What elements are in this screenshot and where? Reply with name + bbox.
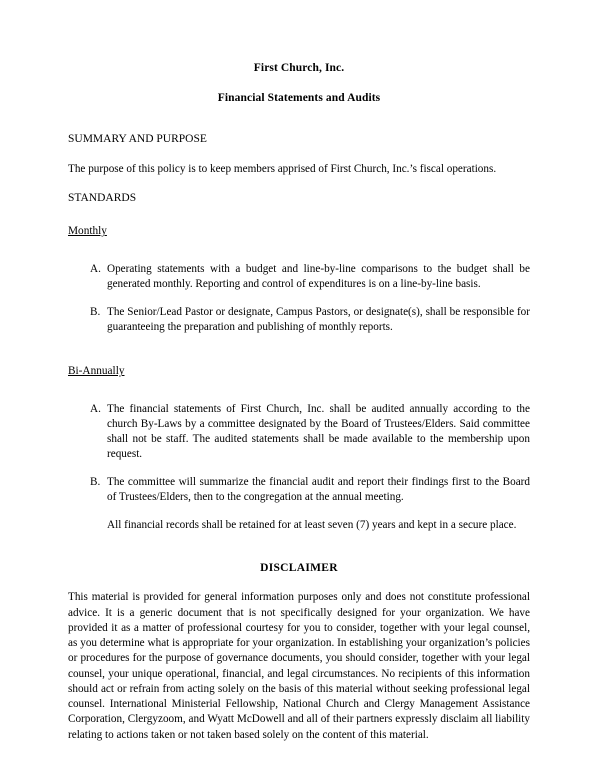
list-item-marker: A. [90,262,101,275]
subsection-heading-monthly: Monthly [68,225,107,238]
monthly-standards-list [68,262,530,335]
list-item-text: Operating statements with a budget and line-by-line comparisons to the budget shall be generated monthly. Reporting and control of expenditures is on a line-by-line basis. [107,262,530,290]
section-heading-standards: STANDARDS [68,192,137,205]
subsection-bi-annually [68,361,530,391]
spacer [68,347,530,361]
list-item-marker: A. [90,403,101,416]
disclaimer-heading: DISCLAIMER [260,562,338,575]
document-title: First Church, Inc. [253,62,345,74]
list-item-text: The Senior/Lead Pastor or designate, Campus Pastors, or designate(s), shall be responsible for guaranteeing the preparation and publishing of monthly reports. [107,305,530,333]
spacer [68,253,530,262]
summary-purpose-paragraph: The purpose of this policy is to keep members apprised of First Church, Inc.’s fiscal operations. [68,162,497,175]
list-item [68,475,530,505]
bi-annually-standards-list [68,402,530,504]
list-item-marker: B. [90,475,101,488]
list-item [68,305,530,335]
records-retention-note: All financial records shall be retained for at least seven (7) years and kept in a secure place. [107,518,517,531]
list-item-text: The financial statements of First Church, Inc. shall be audited annually according to the church By-Laws by a committee designated by the Board of Trustees/Elders. Said committee shall not be staff. The audited statements shall be made available to the membership upon request. [107,403,530,460]
spacer [68,393,530,402]
disclaimer-paragraph: This material is provided for general information purposes only and does not constitute professional advice. It is a generic document that is not specifically designed for your organization. We have provided it as a matter of professional courtesy for you to consider, together with your legal counsel, as you determine what is appropriate for your organization. In establishing your organization’s policies or procedures for the purpose of governance documents, you should consider, together with your legal counsel, your unique operational, financial, and legal circumstances. No recipients of this information should act or refrain from acting solely on the basis of this material without seeking professional legal counsel. International Ministerial Fellowship, National Church and Clergy Management Assistance Corporation, Clergyzoom, and Wyatt McDowell and all of their partners expressly disclaim all liability relating to actions taken or not taken based solely on the content of this material. [68,591,530,741]
subsection-monthly [68,221,530,251]
list-item-marker: B. [90,305,101,318]
document-subtitle: Financial Statements and Audits [217,91,381,104]
list-item-text: The committee will summarize the financial audit and report their findings first to the Board of Trustees/Elders, then to the congregation at the annual meeting. [107,475,530,503]
section-heading-summary-and-purpose: SUMMARY AND PURPOSE [68,132,207,145]
list-item [68,262,530,292]
spacer [68,532,530,562]
list-item [68,402,530,462]
subsection-heading-bi-annually: Bi-Annually [68,365,125,378]
